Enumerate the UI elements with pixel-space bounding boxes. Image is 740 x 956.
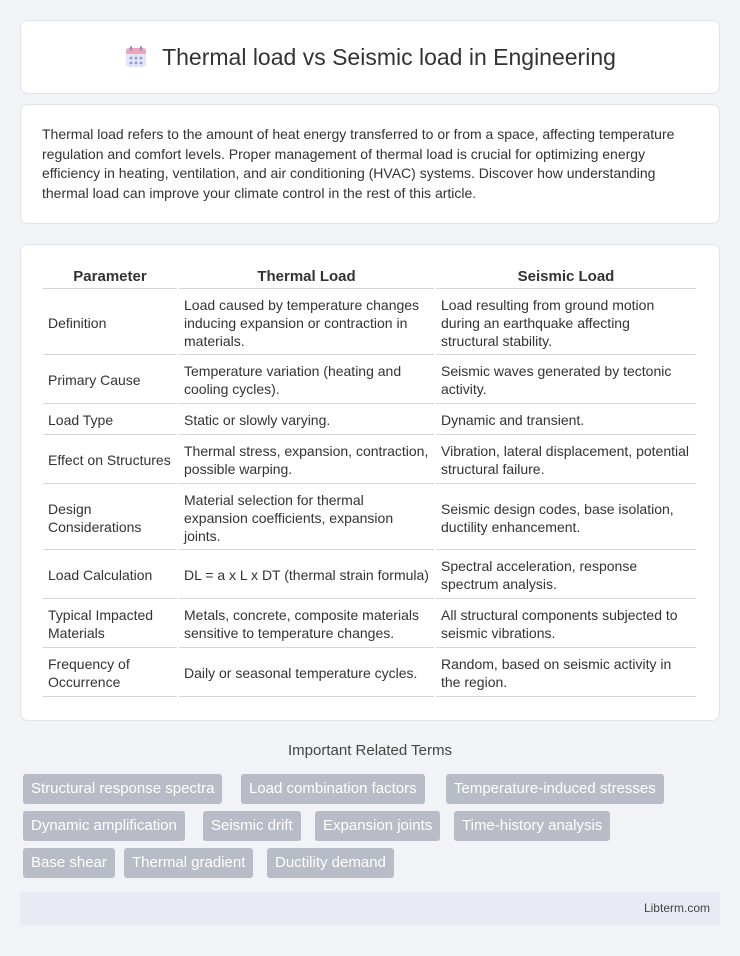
table-cell: Dynamic and transient.: [436, 406, 696, 435]
table-cell: Material selection for thermal expansion coefficients, expansion joints.: [179, 486, 434, 550]
tag[interactable]: Seismic drift: [203, 811, 301, 841]
table-cell: Effect on Structures: [43, 437, 177, 484]
table-cell: Load Type: [43, 406, 177, 435]
table-cell: Daily or seasonal temperature cycles.: [179, 650, 434, 697]
tag[interactable]: Structural response spectra: [23, 774, 222, 804]
table-cell: Metals, concrete, composite materials sensitive to temperature changes.: [179, 601, 434, 648]
table-cell: Spectral acceleration, response spectrum analysis.: [436, 552, 696, 599]
table-row: [43, 552, 696, 599]
table-row: [43, 650, 696, 697]
tag[interactable]: Ductility demand: [267, 848, 394, 878]
table-cell: All structural components subjected to seismic vibrations.: [436, 601, 696, 648]
table-cell: DL = a x L x DT (thermal strain formula): [179, 552, 434, 599]
table-cell: Typical Impacted Materials: [43, 601, 177, 648]
tag[interactable]: Load combination factors: [241, 774, 425, 804]
intro-card: [20, 104, 720, 224]
footer: [20, 892, 720, 925]
table-cell: Thermal stress, expansion, contraction, possible warping.: [179, 437, 434, 484]
tag[interactable]: Thermal gradient: [124, 848, 253, 878]
related-terms-title: Important Related Terms: [288, 742, 452, 759]
table-row: [43, 601, 696, 648]
intro-text: Thermal load refers to the amount of heat energy transferred to or from a space, affecting temperature regulation and comfort levels. Proper management of thermal load is crucial for optimizing energy efficiency in heating, ventilation, and air conditioning (HVAC) systems. Discover how understanding thermal load can improve your climate control in the rest of this article.: [42, 126, 675, 201]
table-cell: Random, based on seismic activity in the region.: [436, 650, 696, 697]
table-row: [43, 406, 696, 435]
tag[interactable]: Temperature-induced stresses: [446, 774, 664, 804]
header-thermal-load: Thermal Load: [179, 265, 434, 289]
tag[interactable]: Time-history analysis: [454, 811, 610, 841]
table-row: [43, 437, 696, 484]
page-title: Thermal load vs Seismic load in Engineering: [162, 43, 616, 70]
comparison-table: [41, 263, 698, 699]
title-card: [20, 20, 720, 94]
table-cell: Design Considerations: [43, 486, 177, 550]
tag[interactable]: Base shear: [23, 848, 115, 878]
tag[interactable]: Dynamic amplification: [23, 811, 185, 841]
table-row: [43, 486, 696, 550]
footer-brand[interactable]: Libterm.com: [643, 901, 710, 915]
table-cell: Load resulting from ground motion during an earthquake affecting structural stability.: [436, 291, 696, 355]
table-cell: Frequency of Occurrence: [43, 650, 177, 697]
table-cell: Load Calculation: [43, 552, 177, 599]
table-row: [43, 357, 696, 404]
table-cell: Load caused by temperature changes inducing expansion or contraction in materials.: [179, 291, 434, 355]
tag[interactable]: Expansion joints: [315, 811, 440, 841]
table-cell: Seismic waves generated by tectonic activity.: [436, 357, 696, 404]
table-cell: Vibration, lateral displacement, potential structural failure.: [436, 437, 696, 484]
table-cell: Temperature variation (heating and cooling cycles).: [179, 357, 434, 404]
table-row: [43, 291, 696, 355]
table-cell: Seismic design codes, base isolation, ductility enhancement.: [436, 486, 696, 550]
table-cell: Definition: [43, 291, 177, 355]
calendar-icon: [124, 45, 148, 69]
table-cell: Primary Cause: [43, 357, 177, 404]
comparison-table-card: [20, 244, 720, 721]
table-header-row: [43, 265, 696, 289]
header-parameter: Parameter: [43, 265, 177, 289]
header-seismic-load: Seismic Load: [436, 265, 696, 289]
table-cell: Static or slowly varying.: [179, 406, 434, 435]
